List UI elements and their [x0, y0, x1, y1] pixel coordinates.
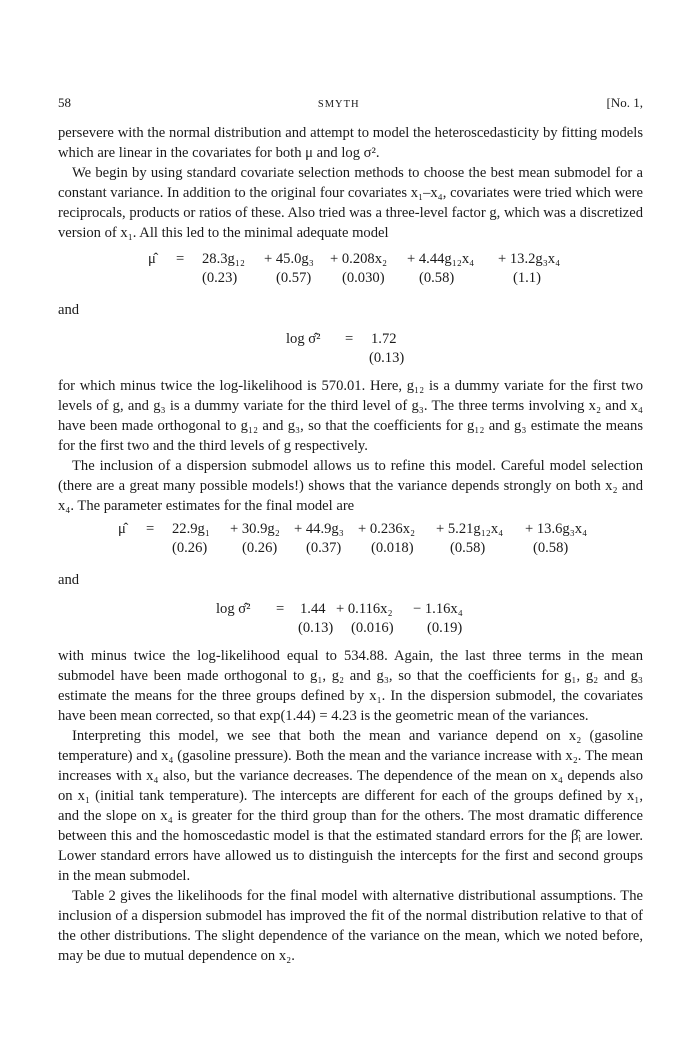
eq2-se: (0.13) — [369, 350, 405, 366]
paragraph-6: Interpreting this model, we see that both the mean and variance depend on x₂ (gasoline temperature) and x₄ (gasoline pressure). Both the mean and the variance increase with x₂. The mean increases with x₄ also, but the variance decreases. The dependence of the mean on x₄ depends also on x₁ (initial tank temperature). The intercepts are different for each of the groups defined by x₁, and the slope on x₄ is greater for the third group than for the others. The most dramatic difference between this and the homoscedastic model is that the estimated standard errors for the β̂ᵢ are lower. Lower standard errors have allowed us to distinguish the intercepts for the first and second groups in the mean submodel. — [58, 728, 643, 884]
eq1-term: + 4.44g₁₂x₄ — [407, 251, 475, 267]
eq1-se: (0.57) — [276, 270, 312, 286]
paragraph-2: We begin by using standard covariate selection methods to choose the best mean submodel for a constant variance. In addition to the original four covariates x₁–x₄, covariates were tried which were reciprocals, products or ratios of these. Also tried was a three-level factor g, which was a discretized version of x₁. All this led to the minimal adequate model — [58, 165, 643, 241]
eq3-term: 22.9g₁ — [172, 521, 210, 537]
eq3-se: (0.26) — [172, 540, 208, 556]
paragraph-7: Table 2 gives the likelihoods for the final model with alternative distributional assumptions. The inclusion of a dispersion submodel has improved the fit of the normal distribution relative to that of the other distributions. The slight dependence of the variance on the mean, which we noted before, may be due to mutual dependence on x₂. — [58, 888, 643, 964]
eq1-lhs: μ̂ — [148, 251, 156, 267]
eq3-term: + 44.9g₃ — [294, 521, 344, 537]
eq1-term: + 45.0g₃ — [264, 251, 314, 267]
eq1-se: (0.58) — [419, 270, 455, 286]
word-and-1: and — [58, 302, 80, 318]
eq3-term: + 5.21g₁₂x₄ — [436, 521, 504, 537]
word-and-2: and — [58, 572, 80, 588]
paragraph-1: persevere with the normal distribution and attempt to model the heteroscedasticity by fitting models which are linear in the covariates for both μ and log σ². — [58, 125, 643, 161]
equation-mean-2 — [58, 520, 643, 558]
running-title: SMYTH — [317, 99, 360, 110]
eq3-term: + 0.236x₂ — [358, 521, 416, 537]
eq1-term: 28.3g₁₂ — [202, 251, 246, 267]
page-number: 58 — [58, 95, 71, 110]
eq3-se: (0.58) — [450, 540, 486, 556]
eq3-term: + 13.6g₃x₄ — [525, 521, 588, 537]
equation-variance-2 — [58, 600, 643, 638]
eq4-se: (0.016) — [351, 620, 394, 636]
eq1-term: + 0.208x₂ — [330, 251, 388, 267]
eq1-se: (0.030) — [342, 270, 385, 286]
eq3-se: (0.018) — [371, 540, 414, 556]
paragraph-3: for which minus twice the log-likelihood is 570.01. Here, g₁₂ is a dummy variate for the first two levels of g, and g₃ is a dummy variate for the third level of g₃. The three terms involving x₂ and x₄ have been made orthogonal to g₁₂ and g₃, so that the coefficients for g₁₂ and g₃ estimate the means for the first two and the third levels of g respectively. — [58, 378, 643, 454]
eq4-se: (0.13) — [298, 620, 334, 636]
eq4-term: + 0.116x₂ — [336, 601, 393, 617]
equation-variance-1 — [58, 330, 643, 368]
eq2-term: 1.72 — [371, 331, 397, 347]
issue-number: [No. 1, — [606, 95, 643, 110]
page-header — [58, 95, 643, 111]
eq3-se: (0.58) — [533, 540, 569, 556]
eq3-se: (0.37) — [306, 540, 342, 556]
eq4-equals: = — [276, 601, 285, 617]
eq3-lhs: μ̂ — [118, 521, 126, 537]
eq3-term: + 30.9g₂ — [230, 521, 280, 537]
equation-mean-1 — [58, 250, 643, 288]
eq3-se: (0.26) — [242, 540, 278, 556]
eq2-equals: = — [345, 331, 354, 347]
eq4-se: (0.19) — [427, 620, 463, 636]
paragraph-5: with minus twice the log-likelihood equal to 534.88. Again, the last three terms in the mean submodel have been made orthogonal to g₁, g₂ and g₃, so that the coefficients for g₁, g₂ and g₃ estimate the means for the three groups defined by x₁. In the dispersion submodel, the covariates have been mean corrected, so that exp(1.44) = 4.23 is the geometric mean of the variances. — [58, 648, 643, 724]
eq3-equals: = — [146, 521, 155, 537]
page — [58, 95, 643, 966]
paragraph-4: The inclusion of a dispersion submodel allows us to refine this model. Careful model selection (there are a great many possible models!) shows that the variance depends strongly on both x₂ and x₄. The parameter estimates for the final model are — [58, 458, 643, 514]
eq1-se: (0.23) — [202, 270, 238, 286]
eq1-term: + 13.2g₃x₄ — [498, 251, 561, 267]
eq1-equals: = — [176, 251, 185, 267]
eq1-se: (1.1) — [513, 270, 541, 286]
eq2-lhs: log σ̂² — [286, 331, 321, 347]
eq4-lhs: log σ̂² — [216, 601, 251, 617]
eq4-term: 1.44 — [300, 601, 326, 617]
eq4-term: − 1.16x₄ — [413, 601, 463, 617]
